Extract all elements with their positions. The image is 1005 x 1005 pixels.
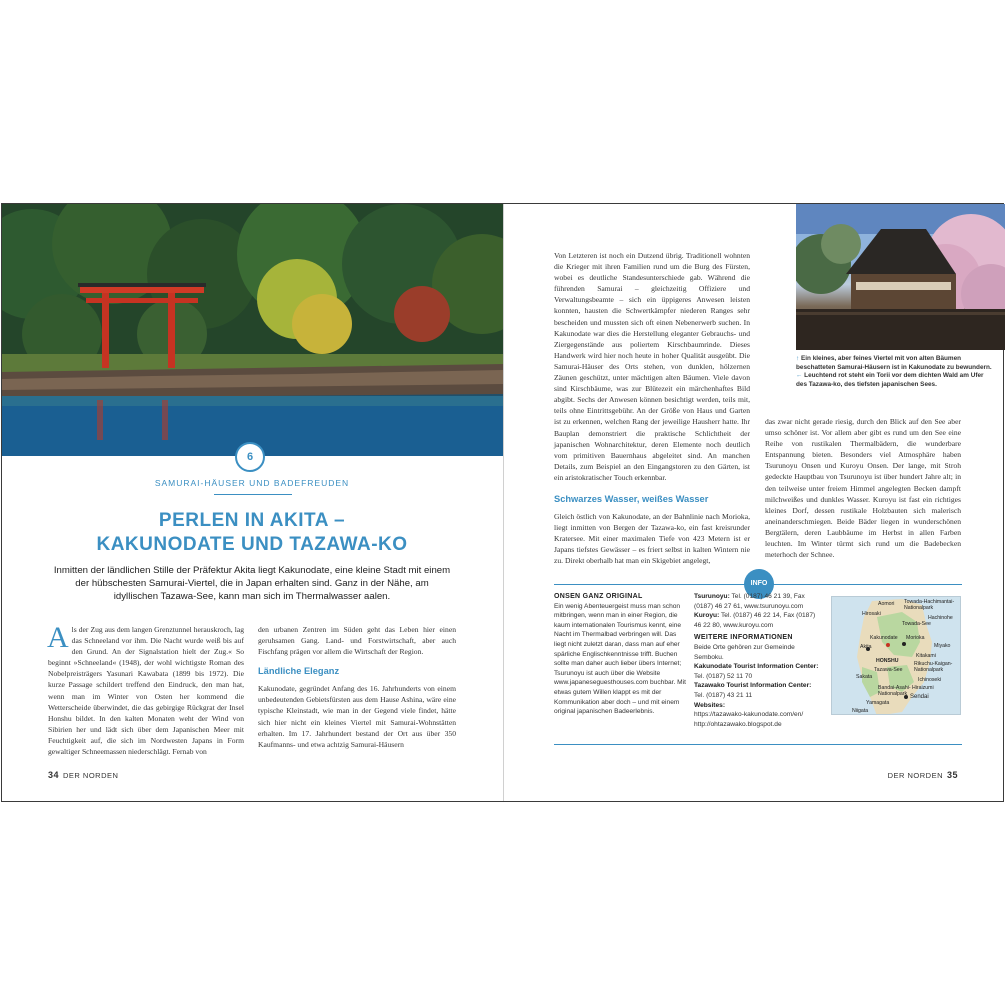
caption-1: ↑ Ein kleines, aber feines Viertel mit von alten Bäumen beschatteten Samurai-Häusern ist in Kakunodate zu bewundern. — [796, 355, 992, 371]
map-label-yamagata: Yamagata — [866, 700, 890, 706]
body-text: Gleich östlich von Kakunodate, an der Bahnlinie nach Morioka, liegt inmitten von Bergen der Tazawa-ko, ein fast kreisrunder Kratersee. Mit einer maximalen Tiefe von 423 Metern ist er Japans tiefstes Gewässer – es friert selbst in kalten Wintern nie zu. Direkt oberhalb hat man ein Skigebiet angelegt, — [554, 511, 750, 566]
map-label-towada: Towada-Hachimantai-Nationalpark — [904, 599, 955, 611]
caption-2: ← Leuchtend rot steht ein Torii vor dem dichten Wald am Ufer des Tazawa-ko, des tiefsten japanischen Sees. — [796, 372, 984, 388]
info-website-link[interactable]: https://tazawako-kakunodate.com/en/ — [694, 711, 804, 719]
footer-section: DER NORDEN — [887, 771, 943, 780]
subheading-laendliche-eleganz: Ländliche Eleganz — [258, 666, 340, 677]
info-column-1 — [554, 592, 686, 717]
info-kuroyu: Kuroyu: Tel. (0187) 46 22 14, Fax (0187) 46 22 80, www.kuroyu.com — [694, 612, 816, 629]
map-label-aomori: Aomori — [878, 601, 895, 607]
section-number-badge: 6 — [235, 442, 265, 472]
book-spread — [1, 203, 1004, 802]
footer-section: DER NORDEN — [63, 771, 119, 780]
body-text: ls der Zug aus dem langen Grenztunnel herauskroch, lag das Schneeland vor ihm. Die Nacht wurde weiß bis auf den Grund. An der Signalstation hielt der Zug.« So beginnt »Schneeland« (1948), der wohl wichtigste Roman des Nobelpreisträgers Yasunari Kawabata (1899 bis 1972). Die kurze Passage schildert treffend den Eindruck, den man hat, wenn man im Winter von Osten her kommend die Wetterscheide überwindet, die das gebirgige Rückgrat der Insel Honshu bildet. In den kalten Monaten weht der Wind von Sibirien her und lädt sich über dem Japanischen Meer mit Feuchtigkeit auf, die sich im Nordwesten Japans in Form gewaltiger Schneemassen niederschlägt. Fernab von — [48, 625, 244, 757]
info-text: Beide Orte gehören zur Gemeinde Semboku. — [694, 643, 795, 661]
body-text: Von Letzteren ist noch ein Dutzend übrig. Traditionell wohnten die Krieger mit ihren Familien rund um die Burg des Fürsten, wobei es deutliche Standesunterschiede gab. Während die führenden Samurai – gleichzeitig Offiziere und Verwaltungsbeamte – sich ein üppigeres Anwesen leisten konnten, hausten die Schwertkämpfer niederen Ranges sehr bescheiden und mussten sich oft einen Nebenerwerb suchen. In Kakunodate war dies die Herstellung eleganter Gebrauchs- und Ziergegenstände aus poliertem Kirschbaumrinde. Dieses Handwerk wird hier noch heute in hoher Qualität ausgeübt. Die Samurai-Häuser des Orts stehen, von dunklen, hölzernen Zäunen geschützt, unter mächtigen alten Bäumen. Viele davon sind Kirschbäume, was zur Blütezeit ein märchenhaftes Bild abgibt. Sechs der Anwesen können besichtigt werden, teils mit, teils ohne Eintrittsgebühr. An der Größe von Haus und Garten ist zu erkennen, welchen Rang der jeweilige Hausherr hatte. Ihr Bauplan demonstriert die praktische Schlichtheit der japanischen Wohnarchitektur, deren Elemente noch deutlich vom primitiven Bauernhaus abgeleitet sind. An manchen Details, zum Beispiel an den Eingangstoren zu den Gärten, ist ein aristokratischer Touch erkennbar. — [554, 251, 750, 482]
map-label-honshu: HONSHU — [876, 658, 899, 664]
left-page — [2, 204, 503, 801]
info-column-2 — [694, 592, 822, 729]
map-label-kitakami: Kitakami — [916, 653, 936, 659]
map-label-sendai: Sendai — [910, 694, 929, 700]
info-kakunodate-tel: Tel. (0187) 52 11 70 — [694, 672, 753, 680]
arrow-left-icon: ← — [796, 372, 803, 380]
right-page — [503, 204, 1004, 801]
article-headline — [42, 509, 462, 557]
footer-right — [888, 770, 958, 780]
map-label-bandai: Bandai-Asahi-Nationalpark — [878, 685, 911, 697]
region-map — [831, 596, 961, 715]
body-column-2 — [258, 624, 456, 750]
body-text: Kakunodate, gegründet Anfang des 16. Jahrhunderts von einem unbedeutenden Gebietsfürsten aus dem Hause Ashina, wäre eine typische Kleinstadt, wie man in der Gegend viele findet, hätte sich hier nicht ein kleines Viertel mit Samurai-Wohnstätten erhalten. Im 17. Jahrhundert bestand der Ort aus über 350 Kaufmanns- und etwa achtzig Samurai-Häusern — [258, 684, 456, 749]
info-badge: INFO — [744, 569, 774, 599]
info-tazawako-tel: Tel. (0187) 43 21 11 — [694, 691, 753, 699]
info-website-link[interactable]: http://ohtazawako.blogspot.de — [694, 720, 782, 728]
subheading-schwarzes-wasser: Schwarzes Wasser, weißes Wasser — [554, 493, 709, 504]
map-label-kakunodate: Kakunodate — [870, 635, 898, 641]
page-number: 35 — [946, 770, 958, 780]
lead-paragraph: Inmitten der ländlichen Stille der Präfektur Akita liegt Kakunodate, eine kleine Stadt mit einem der hübschesten Samurai-Viertel, die in Japan erhalten sind. Ganz in der Nähe, am idyllischen Tazawa-See, kann man sich im Thermalwasser aalen. — [53, 565, 451, 602]
info-websites-label: Websites: — [694, 701, 726, 709]
drop-cap: A — [47, 621, 69, 654]
photo-torii-lake — [2, 204, 503, 456]
map-label-hiraizumi: Hiraizumi — [912, 685, 934, 691]
map-label-hirosaki: Hirosaki — [862, 611, 881, 617]
headline-line-2: KAKUNODATE UND TAZAWA-KO — [96, 534, 408, 555]
map-label-towada-see: Towada-See — [902, 621, 931, 627]
photo-samurai-house — [796, 204, 1005, 350]
photo-captions — [796, 355, 996, 389]
map-label-sakata: Sakata — [856, 674, 873, 680]
kicker-divider — [214, 494, 292, 495]
body-column-1 — [47, 621, 244, 757]
headline-line-1: PERLEN IN AKITA – — [158, 510, 346, 531]
body-column-4: das zwar nicht gerade riesig, durch den Blick auf den See aber umso schöner ist. Vor allem aber gibt es rund um den See eine Reihe von rustikalen Thermalbädern, die wunderbare Entspannung bieten. Besonders viel Atmosphäre haben Tsurunoyu Onsen und Kuroyu Onsen. Der lange, mit Stroh gedeckte Hauptbau von Tsurunoyu ist über hundert Jahre alt; in den teilweise unter freiem Himmel angelegten Becken dampft milchweißes und dunkles Wasser. Kuroyu ist fast ein richtiges kleines Dorf, dessen rustikale Holzbauten sich malerisch aneinanderschmiegen. Beide Bäder liegen in wunderschönen Bergtälern, deren Laubbäume im Herbst in allen Farben leuchten. Im Winter türmt sich rund um die Badebecken meterhoch der Schnee. — [765, 417, 961, 560]
map-label-hachinohe: Hachinohe — [928, 615, 953, 621]
info-tazawako-label: Tazawako Tourist Information Center: — [694, 682, 812, 690]
map-label-miyako: Miyako — [934, 643, 951, 649]
info-text: Ein wenig Abenteuergeist muss man schon mitbringen, wenn man in einer Region, die kaum internationalen Tourismus kennt, eine Nacht im Thermalbad verbringen will. Das liegt nicht zuletzt daran, dass man auf eher spärliche Englischkenntnisse trifft. Buchen sollte man daher auch lieber übers Internet; Tsurunoyu ist auch über die Website www.japaneseguesthouses.com buchbar. Mit etwas gutem Willen klappt es mit der Kommunikation aber doch – und mit einem original japanischen Badeerlebnis. — [554, 602, 686, 716]
map-label-morioka: Morioka — [906, 635, 925, 641]
map-label-rikuchu: Rikuchu-Kaigan-Nationalpark — [914, 661, 953, 673]
info-heading-weitere: WEITERE INFORMATIONEN — [694, 634, 793, 642]
map-label-niigata: Niigata — [852, 708, 869, 714]
body-column-3 — [554, 250, 750, 566]
footer-left — [48, 770, 118, 780]
body-text: den urbanen Zentren im Süden geht das Leben hier einen geruhsamen Gang. Land- und Forstwirtschaft, aber auch Fischfang prägen vor allem die Wirtschaft der Region. — [258, 625, 456, 657]
info-tsurunoyu: Tsurunoyu: Tel. (0187) 46 21 39, Fax (0187) 46 27 61, www.tsurunoyu.com — [694, 593, 805, 610]
section-kicker: SAMURAI-HÄUSER UND BADEFREUDEN — [154, 478, 350, 488]
info-box-bottom-rule — [554, 744, 962, 745]
arrow-up-icon: ↑ — [796, 355, 800, 362]
map-label-tazawa: Tazawa-See — [874, 667, 903, 673]
info-kakunodate-label: Kakunodate Tourist Information Center: — [694, 663, 819, 671]
map-label-akita: Akita — [860, 644, 872, 650]
map-label-ichinoseki: Ichinoseki — [918, 677, 942, 683]
page-number: 34 — [48, 770, 60, 780]
info-heading-onsen: ONSEN GANZ ORIGINAL — [554, 593, 643, 600]
